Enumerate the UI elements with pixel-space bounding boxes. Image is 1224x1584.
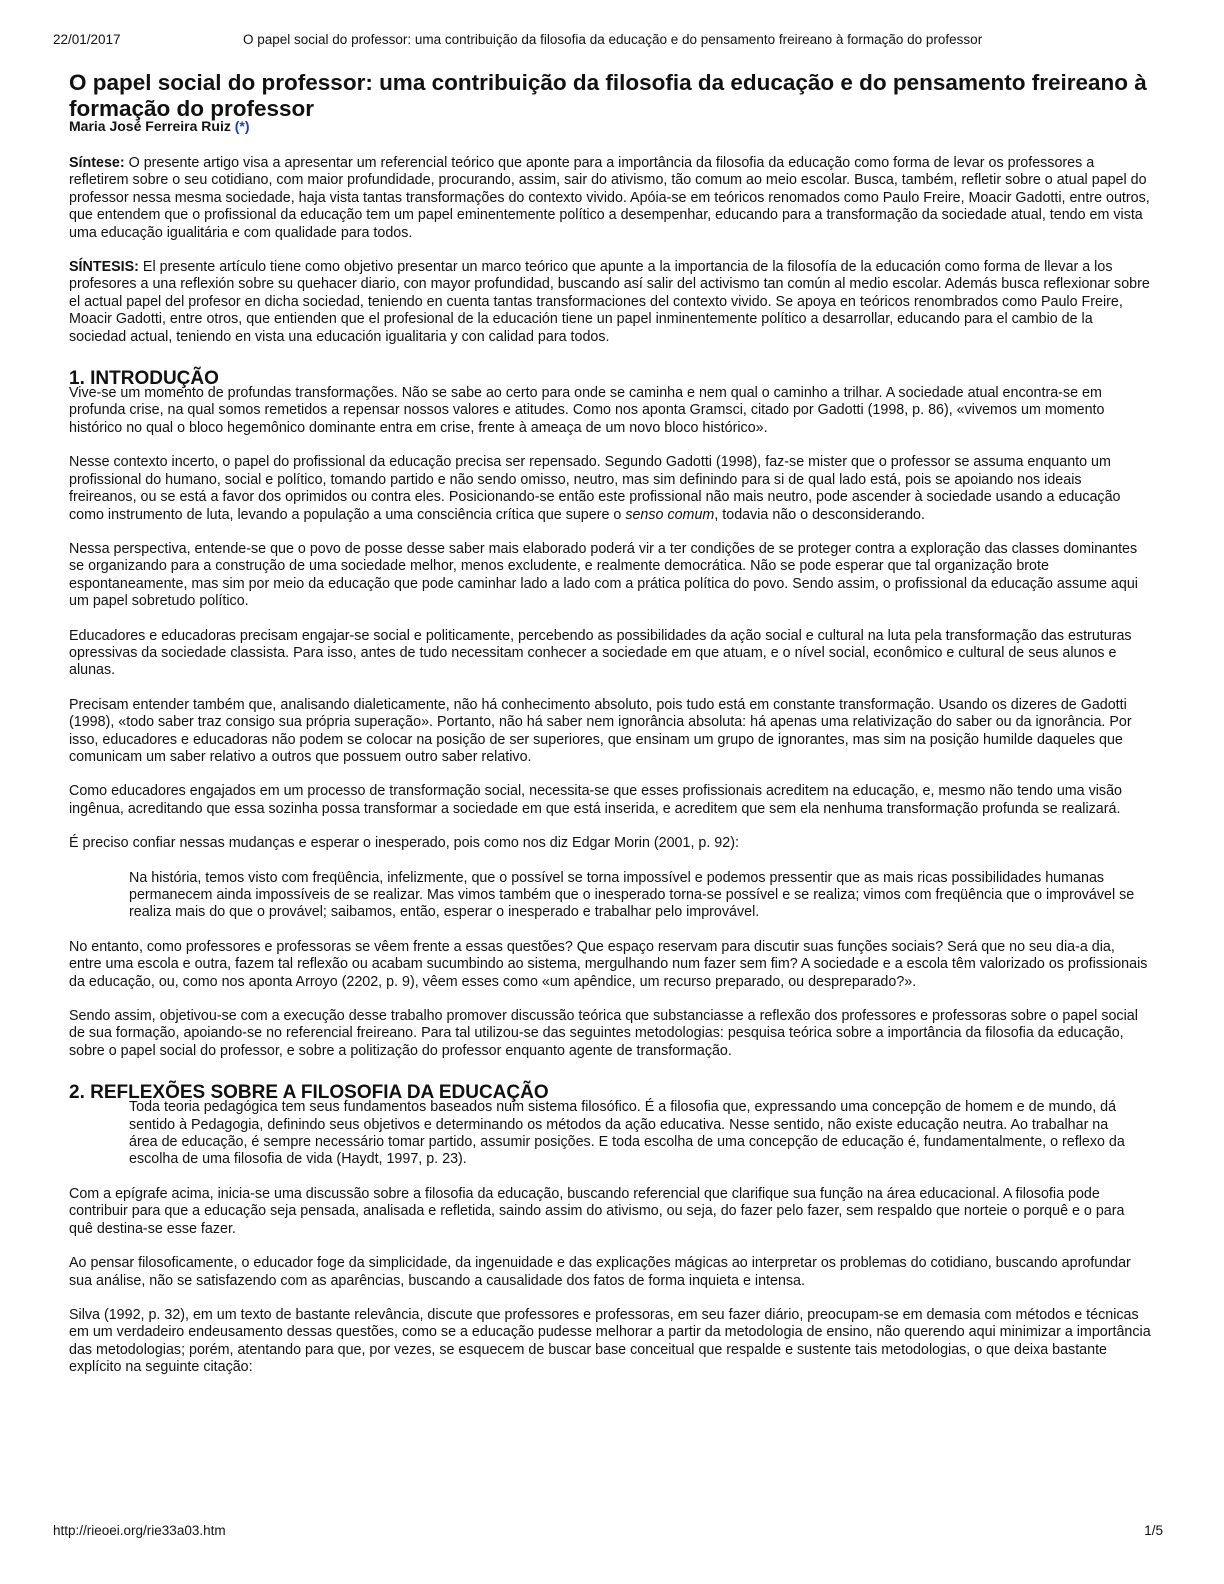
emphasis-text: senso comum	[625, 506, 715, 523]
author-note-link[interactable]: (*)	[234, 118, 250, 134]
print-doc-title: O papel social do professor: uma contribuição da filosofia da educação e do pensamento freireano à formação do professor	[243, 32, 983, 47]
block-quote-morin: Na história, temos visto com freqüência, infelizmente, que o possível se torna impossível e podemos pressentir que as mais ricas possibilidades humanas permanecem ainda impossíveis de se realizar. Mas vimos também que o inesperado torna-se possível e se realiza; vimos com freqüência que o improvável se realiza mais do que o provável; saibamos, então, esperar o inesperado e trabalhar pelo improvável.	[129, 869, 1135, 921]
block-quote-epigraph: Toda teoria pedagógica tem seus fundamentos baseados num sistema filosófico. É a filosofia que, expressando uma concepção de homem e de mundo, dá sentido à Pedagogia, definindo seus objetivos e determinando os métodos da ação educativa. Nesse sentido, não existe educação neutra. Ao trabalhar na área de educação, é sempre necessário tomar partido, assumir posições. E toda escolha de uma concepção de educação é, fundamentalmente, o reflexo da escolha de uma filosofia de vida (Haydt, 1997, p. 23).	[129, 1099, 1125, 1168]
paragraph: Nessa perspectiva, entende-se que o povo de posse desse saber mais elaborado poderá vir a ter condições de se proteger contra a exploração das classes dominantes se organizando para a construção de uma sociedade melhor, menos excludente, e realmente democrática. Não se pode esperar que tal organização brote espontaneamente, mas sim por meio da educação que pode caminhar lado a lado com a prática política do povo. Sendo assim, o profissional da educação assume aqui um papel sobretudo político.	[69, 540, 1138, 610]
print-date: 22/01/2017	[53, 32, 121, 47]
paragraph: Educadores e educadoras precisam engajar-se social e politicamente, percebendo as possibilidades da ação social e cultural na luta pela transformação das estruturas opressivas da sociedade classista. Para isso, antes de tudo necessitam conhecer a sociedade em que atuam, e o nível social, econômico e cultural de seus alunos e alunas.	[69, 627, 1132, 679]
author-line	[69, 118, 1151, 134]
sintese-text: O presente artigo visa a apresentar um referencial teórico que aponte para a importância da filosofia da educação como forma de levar os professores a refletirem sobre o seu cotidiano, com maior profundidade, procurando, assim, sair do ativismo, tão comum ao meio escolar. Busca, também, refletir sobre o atual papel do professor nessa mesma sociedade, haja vista tantas transformações do contexto vivido. Apóia-se em teóricos renomados como Paulo Freire, Moacir Gadotti, entre outros, que entendem que o profissional da educação tem um papel eminentemente político a desempenhar, educando para a transformação da sociedade atual, tendo em vista uma educação igualitária e com qualidade para todos.	[69, 155, 1150, 241]
article-title: O papel social do professor: uma contribuição da filosofia da educação e do pensamento freireano à formação do professor	[69, 70, 1147, 121]
paragraph: Vive-se um momento de profundas transformações. Não se sabe ao certo para onde se caminha e nem qual o caminho a trilhar. A sociedade atual encontra-se em profunda crise, na qual somos remetidos a repensar nossos valores e atitudes. Como nos aponta Gramsci, citado por Gadotti (1998, p. 86), «vivemos um momento histórico no qual o bloco hegemônico dominante entra em crise, frente à ameaça de um novo bloco histórico».	[69, 385, 1105, 436]
paragraph-text: Nesse contexto incerto, o papel do profissional da educação precisa ser repensado. Segundo Gadotti (1998), faz-se mister que o professor se assuma enquanto um profissional do humano, social e político, tomando partido e não sendo omisso, neutro, mas sim definindo para si de qual lado está, pois se apoiando nos ideais freireanos, ou se está a favor dos oprimidos ou contra eles. Posicionando-se então este profissional não mais neutro, pode ascender à sociedade usando a educação como instrumento de luta, levando a população a uma consciência crítica que supere o	[69, 454, 1121, 523]
paragraph: Precisam entender também que, analisando dialeticamente, não há conhecimento absoluto, pois tudo está em constante transformação. Usando os dizeres de Gadotti (1998), «todo saber traz consigo sua própria superação». Portanto, não há saber nem ignorância absoluta: há apenas uma relativização do saber ou da ignorância. Por isso, educadores e educadoras não podem se colocar na posição de ser superiores, que ensinam um grupo de ignorantes, mas sim na posição humilde daqueles que comunicam um saber relativo a outros que possuem outro saber relativo.	[69, 696, 1132, 765]
paragraph-text: , todavia não o desconsiderando.	[714, 506, 925, 523]
author-name: Maria José Ferreira Ruiz	[69, 118, 231, 134]
sintese-paragraph	[69, 155, 1151, 242]
paragraph	[69, 454, 1151, 524]
paragraph: Com a epígrafe acima, inicia-se uma discussão sobre a filosofia da educação, buscando referencial que clarifique sua função na área educacional. A filosofia pode contribuir para que a educação seja pensada, analisada e refletida, saindo assim do ativismo, ou seja, do fazer pelo fazer, sem respaldo que norteie o porquê e o para quê destina-se esse fazer.	[69, 1185, 1125, 1237]
paragraph: Como educadores engajados em um processo de transformação social, necessita-se que esses profissionais acreditem na educação, e, mesmo não tendo uma visão ingênua, acreditando que essa sozinha possa transformar a sociedade em que está inserida, e acreditem que sem ela nenhuma transformação profunda se realizará.	[69, 783, 1122, 817]
section-2-heading: 2. REFLEXÕES SOBRE A FILOSOFIA DA EDUCAÇÃO	[69, 1082, 549, 1104]
sintesis-text: El presente artículo tiene como objetivo presentar un marco teórico que apunte a la importancia de la filosofía de la educación como forma de llevar a los profesores a una reflexión sobre su quehacer diario, con mayor profundidad, buscando así salir del activismo tan común al medio escolar. Además busca reflexionar sobre el actual papel del profesor en dicha sociedad, teniendo en cuenta tantas transformaciones del contexto vivido. Se apoya en teóricos renombrados como Paulo Freire, Moacir Gadotti, entre otros, que entienden que el profesional de la educación tiene un papel inminentemente político a desarrollar, educando para el cambio de la sociedad actual, teniendo en vista una educación igualitaria y con calidad para todos.	[69, 259, 1150, 345]
article-content	[69, 70, 1151, 1394]
sintesis-label: SÍNTESIS:	[69, 259, 139, 276]
paragraph: No entanto, como professores e professoras se vêem frente a essas questões? Que espaço reservam para discutir suas funções sociais? Será que no seu dia-a dia, entre uma escola e outra, fazem tal reflexão ou acabam sucumbindo ao sistema, mergulhando num fazer sem fim? A sociedade e a escola têm valorizado os profissionais da educação, ou, como nos aponta Arroyo (2202, p. 9), vêem esses como «um apêndice, um recurso preparado, ou despreparado?».	[69, 938, 1148, 990]
section-1-heading: 1. INTRODUÇÃO	[69, 368, 219, 390]
page-number: 1/5	[1144, 1523, 1163, 1538]
source-url: http://rieoei.org/rie33a03.htm	[53, 1523, 226, 1538]
paragraph: É preciso confiar nessas mudanças e esperar o inesperado, pois como nos diz Edgar Morin (2001, p. 92):	[69, 835, 739, 852]
paragraph: Ao pensar filosoficamente, o educador foge da simplicidade, da ingenuidade e das explicações mágicas ao interpretar os problemas do cotidiano, buscando aprofundar sua análise, não se satisfazendo com as aparências, buscando a causalidade dos fatos de forma inquieta e intensa.	[69, 1255, 1131, 1289]
sintesis-paragraph	[69, 259, 1151, 346]
paragraph: Sendo assim, objetivou-se com a execução desse trabalho promover discussão teórica que substanciasse a reflexão dos professores e professoras sobre o papel social de sua formação, apoiando-se no referencial freireano. Para tal utilizou-se das seguintes metodologias: pesquisa teórica sobre a importância da filosofia da educação, sobre o papel social do professor, e sobre a politização do professor enquanto agente de transformação.	[69, 1008, 1138, 1059]
paragraph: Silva (1992, p. 32), em um texto de bastante relevância, discute que professores e professoras, em seu fazer diário, preocupam-se em demasia com métodos e técnicas em um verdadeiro endeusamento dessas questões, como se a educação pudesse melhorar a partir da metodologia de ensino, não querendo aqui minimizar a importância das metodologias; porém, atentando para que, por vezes, se esquecem de buscar base conceitual que respalde e sustente tais metodologias, o que deixa bastante explícito na seguinte citação:	[69, 1306, 1151, 1376]
sintese-label: Síntese:	[69, 155, 125, 171]
